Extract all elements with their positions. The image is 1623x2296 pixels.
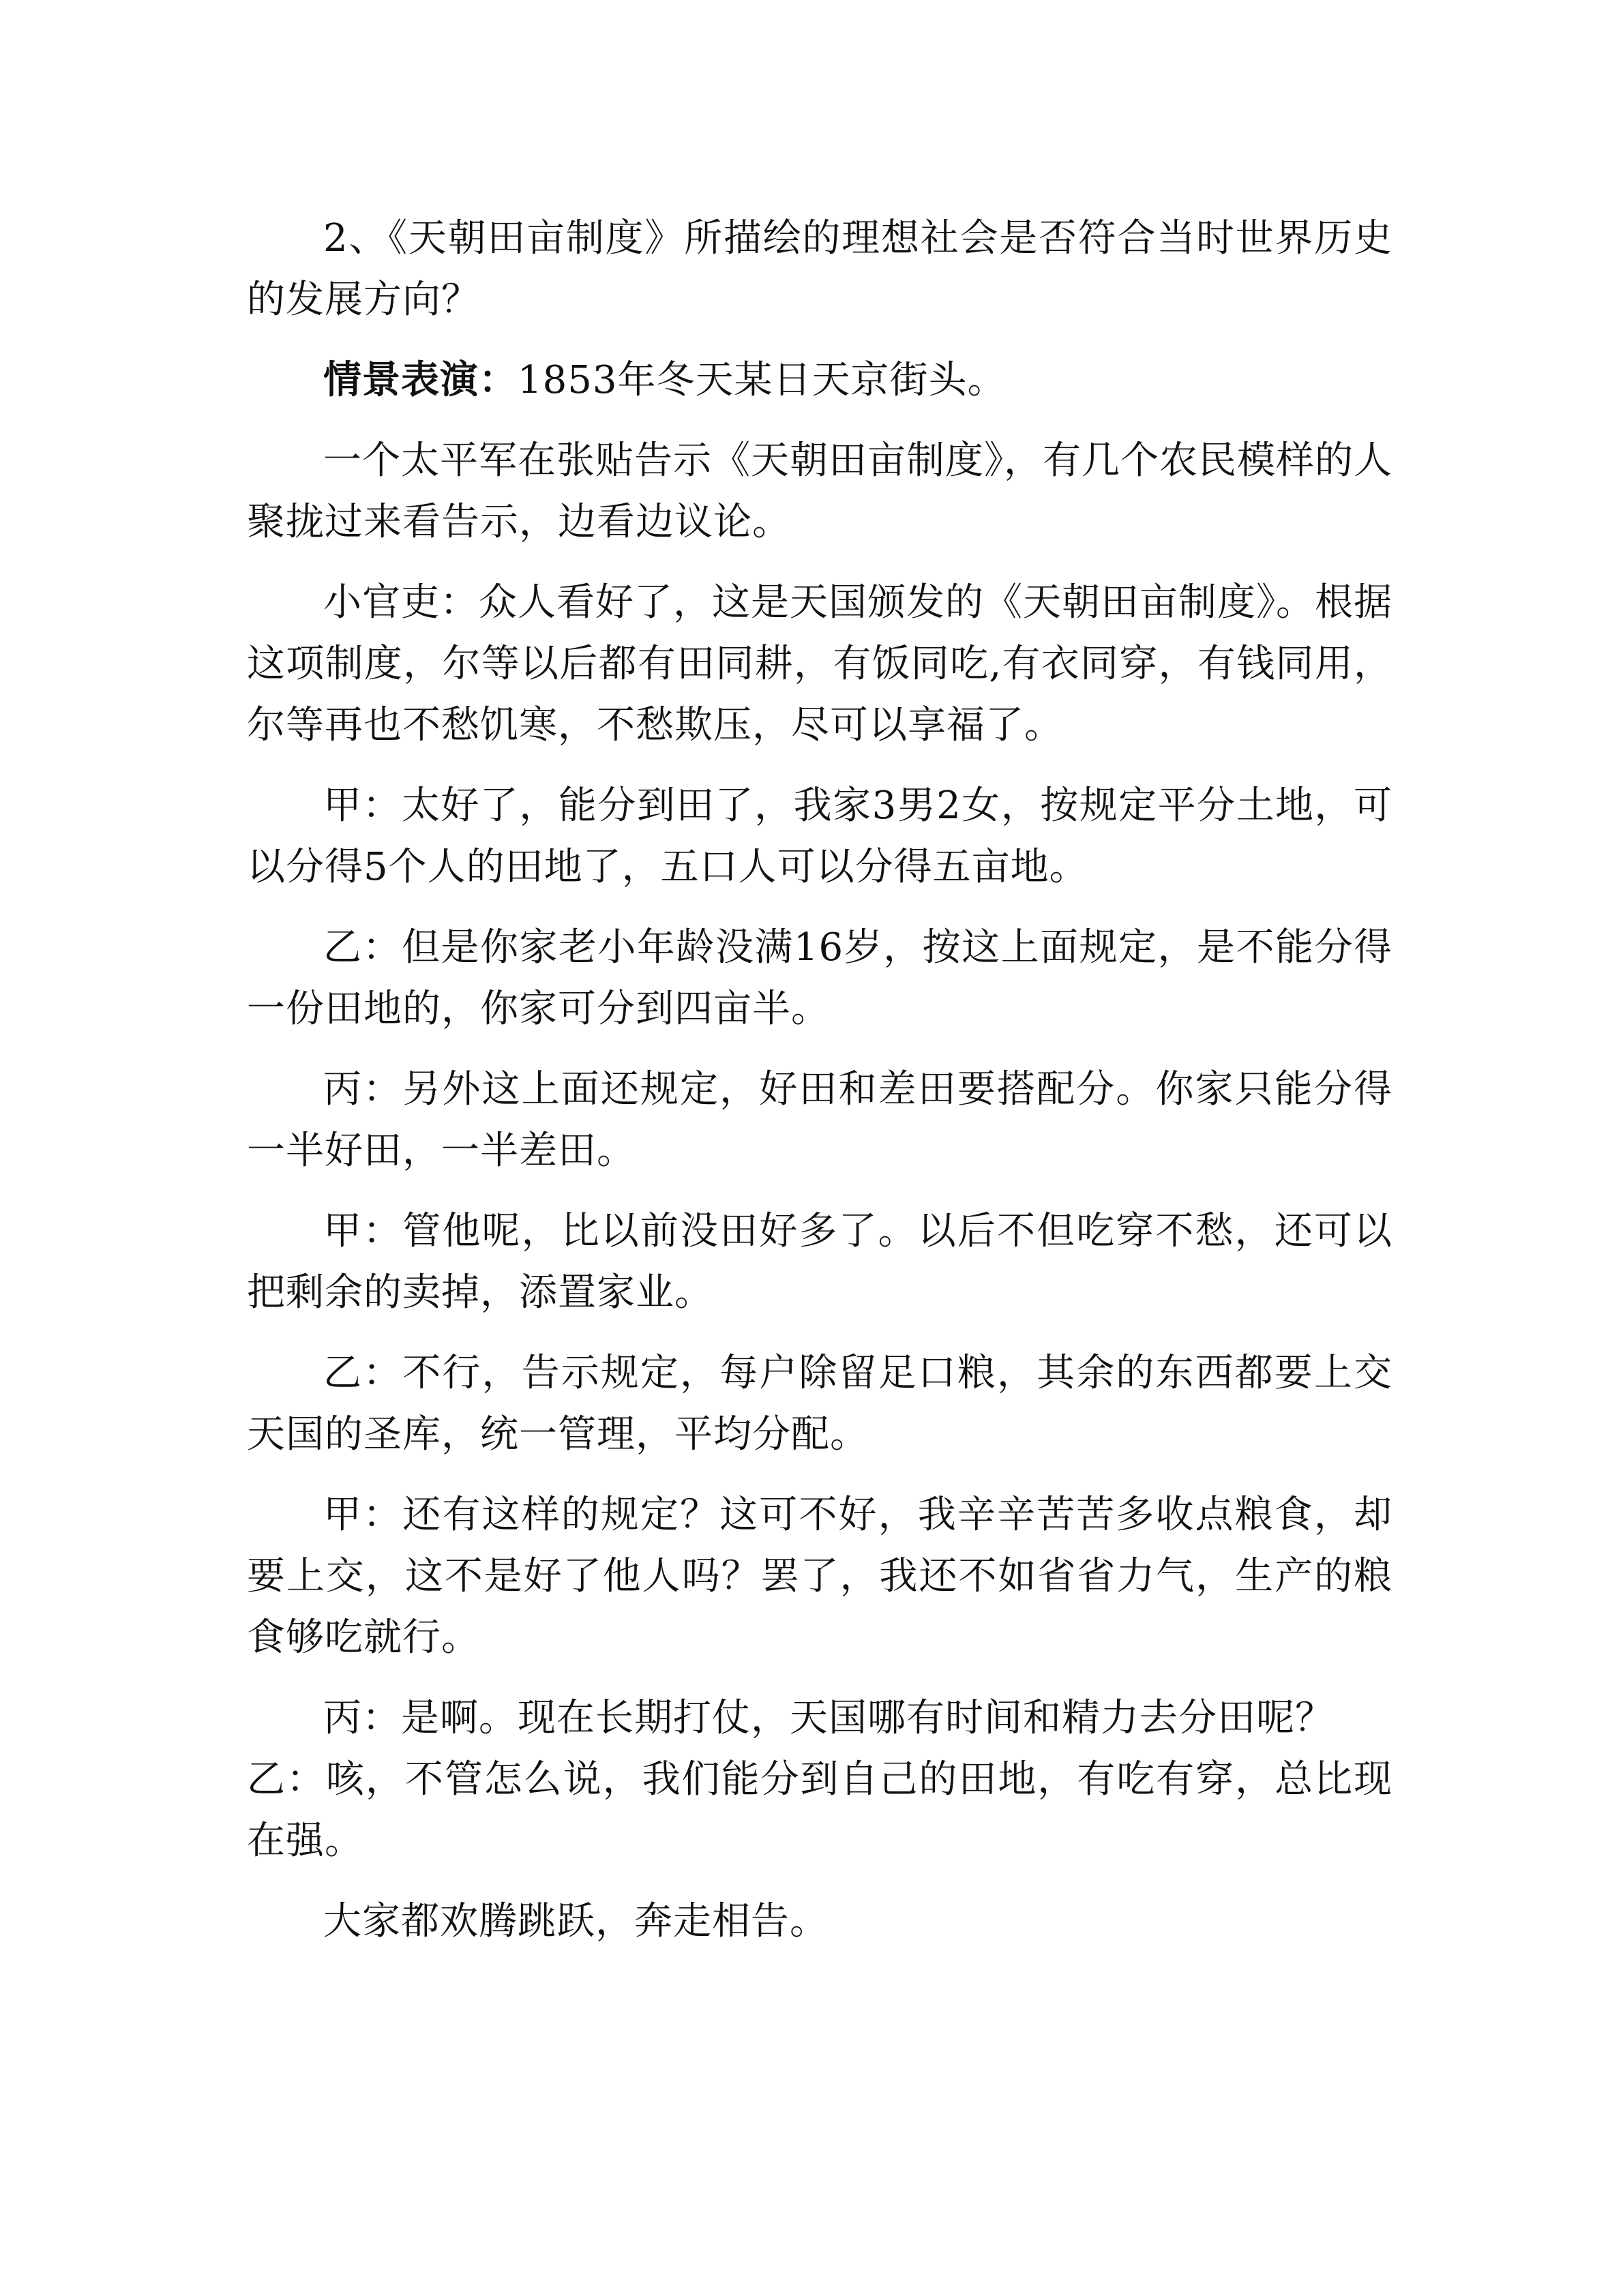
scene-lead: 情景表演： <box>323 358 518 402</box>
dialogue-yi-2: 乙：不行，告示规定，每户除留足口粮，其余的东西都要上交天国的圣库，统一管理，平均分配。 <box>247 1351 1393 1457</box>
document-page <box>247 208 1393 1971</box>
question-paragraph: 2、《天朝田亩制度》所描绘的理想社会是否符合当时世界历史的发展方向？ <box>247 216 1393 322</box>
dialogue-jia-2: 甲：管他呢，比以前没田好多了。以后不但吃穿不愁，还可以把剩余的卖掉，添置家业。 <box>247 1209 1393 1315</box>
dialogue-official: 小官吏：众人看好了，这是天国颁发的《天朝田亩制度》。根据这项制度，尔等以后都有田同耕，有饭同吃,有衣同穿，有钱同用，尔等再也不愁饥寒，不愁欺压，尽可以享福了。 <box>247 580 1393 747</box>
dialogue-bing-1: 丙：另外这上面还规定，好田和差田要搭配分。你家只能分得一半好田，一半差田。 <box>247 1067 1393 1173</box>
closing-paragraph: 大家都欢腾跳跃，奔走相告。 <box>323 1899 829 1943</box>
scene-paragraph <box>247 350 1393 411</box>
scene-text: 1853年冬天某日天京街头。 <box>518 358 1007 402</box>
dialogue-yi-1: 乙：但是你家老小年龄没满16岁，按这上面规定，是不能分得一份田地的，你家可分到四亩半。 <box>247 925 1393 1031</box>
dialogue-jia-1: 甲：太好了，能分到田了，我家3男2女，按规定平分土地，可以分得5个人的田地了，五口人可以分得五亩地。 <box>247 784 1393 889</box>
dialogue-bing-2: 丙：是啊。现在长期打仗，天国哪有时间和精力去分田呢？ <box>323 1696 1334 1740</box>
dialogue-jia-3: 甲：还有这样的规定？这可不好，我辛辛苦苦多收点粮食，却要上交，这不是好了他人吗？罢了，我还不如省省力气，生产的粮食够吃就行。 <box>247 1493 1393 1660</box>
dialogue-yi-3: 乙：咳，不管怎么说，我们能分到自己的田地，有吃有穿，总比现在强。 <box>247 1757 1393 1863</box>
intro-paragraph: 一个太平军在张贴告示《天朝田亩制度》，有几个农民模样的人聚拢过来看告示，边看边议论。 <box>247 438 1393 544</box>
